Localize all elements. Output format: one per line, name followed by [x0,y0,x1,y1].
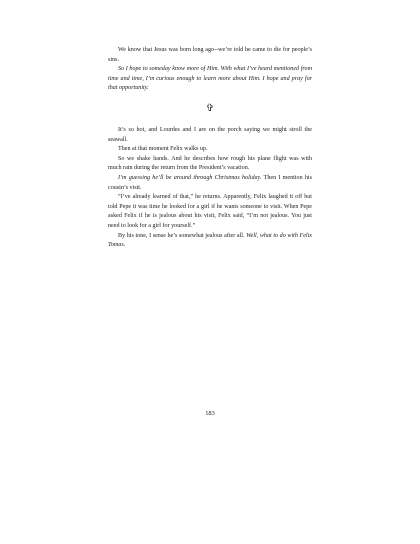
cross-ornament-icon: ✞ [205,102,215,114]
paragraph: “I’ve already learned of that,” he returns. Apparently, Felix laughed it off but told Pepe it was time he looked for a girl if he wants someone to visit. When Pepe asked Felix if he is jealous about his visit, Felix said, “I’m not jealous. You just need to look for a girl for yourself.” [108,194,312,229]
paragraph-mixed [108,232,312,251]
paragraph-mixed [108,174,312,193]
paragraph: So we shake hands. And he describes how rough his plane flight was with much rain during the return from the President’s vacation. [108,155,312,172]
paragraph: It’s so hot, and Lourdes and I are on the porch saying we might stroll the seawall. [108,126,312,143]
page-body [108,46,312,251]
paragraph: Then at that moment Felix walks up. [118,146,208,153]
italic-span: Well, what to do with Felix Tomas. [108,232,312,249]
paragraph-italic: So I hope to someday know more of Him. With what I’ve heard mentioned from time and time, I’m curious enough to learn more about Him. I hope and pray for that opportunity. [108,66,312,92]
normal-span: Then I mention his cousin’s visit. [108,174,312,191]
normal-span: By his tone, I sense he’s somewhat jealous after all. [118,232,247,239]
italic-span: I’m guessing he’ll be around through Christmas holiday. [118,174,262,181]
paragraph: We know that Jesus was born long ago--we’re told he came to die for people’s sins. [108,47,312,63]
page-number: 183 [205,410,215,417]
